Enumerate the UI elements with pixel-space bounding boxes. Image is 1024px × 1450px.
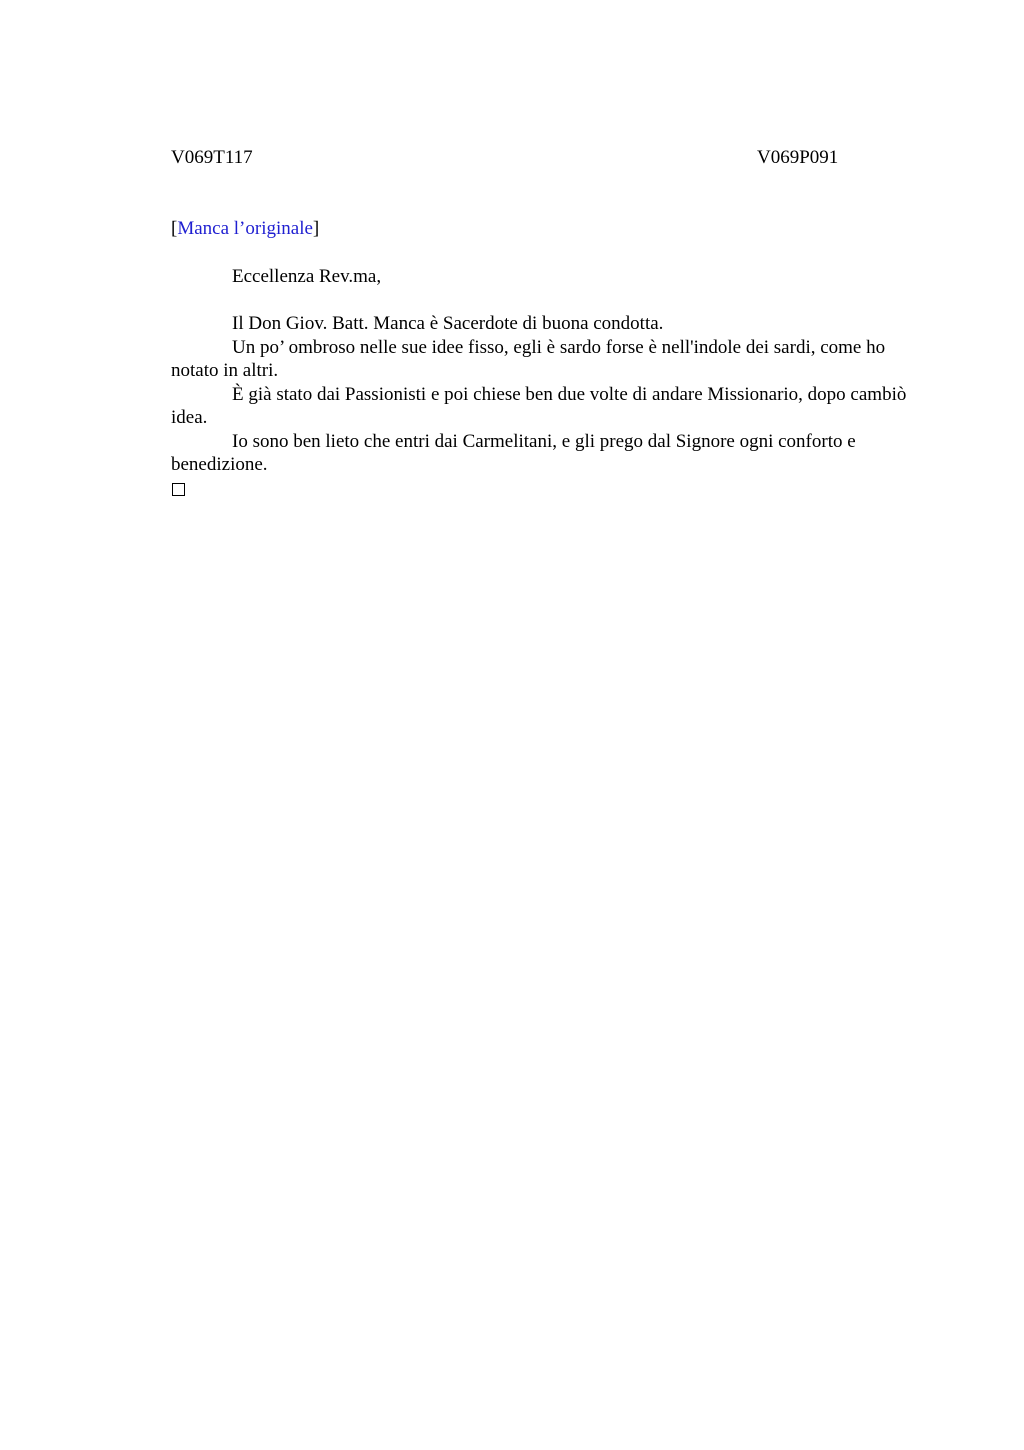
letter-paragraph: Il Don Giov. Batt. Manca è Sacerdote di buona condotta. <box>232 313 664 334</box>
letter-paragraph: Un po’ ombroso nelle sue idee fisso, egli è sardo forse è nell'indole dei sardi, come ho notato in altri. <box>171 336 886 381</box>
letter-paragraph: Io sono ben lieto che entri dai Carmelitani, e gli prego dal Signore ogni conforto e benedizione. <box>171 430 856 475</box>
missing-original-note <box>171 217 319 241</box>
letter-paragraph: È già stato dai Passionisti e poi chiese ben due volte di andare Missionario, dopo cambiò idea. <box>171 383 907 428</box>
close-bracket: ] <box>312 218 320 239</box>
open-bracket: [ <box>171 218 178 239</box>
empty-square-icon <box>172 483 185 496</box>
letter-salutation: Eccellenza Rev.ma, <box>232 266 382 287</box>
document-code-left: V069T117 <box>171 147 253 168</box>
missing-original-link[interactable]: Manca l’originale <box>177 218 313 239</box>
letter-body <box>171 312 921 477</box>
document-code-right: V069P091 <box>757 147 839 168</box>
